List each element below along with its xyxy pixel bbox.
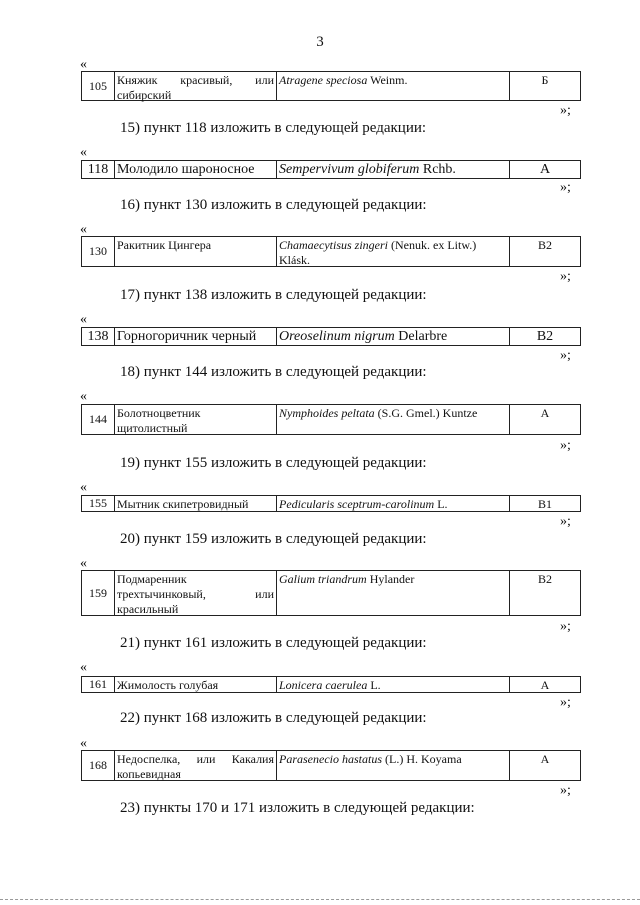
russian-name <box>115 237 277 266</box>
row-number: 138 <box>82 328 115 345</box>
page-bottom-edge <box>0 899 640 900</box>
russian-name-line: Княжик красивый, или <box>117 73 274 87</box>
latin-author: Rchb. <box>419 162 456 177</box>
latin-name <box>277 677 510 692</box>
russian-name-line: Жимолость голубая <box>117 678 219 692</box>
latin-name <box>277 496 510 511</box>
close-quote: »; <box>560 180 571 195</box>
russian-name-line: Мытник скипетровидный <box>117 497 249 511</box>
russian-name-line: Молодило шароносное <box>117 162 255 177</box>
latin-author: Hylander <box>366 572 415 586</box>
instruction: 16) пункт 130 изложить в следующей редакции: <box>120 197 427 213</box>
latin-name <box>277 72 510 100</box>
row-number: 159 <box>82 571 115 615</box>
russian-name <box>115 677 277 692</box>
latin-author: (S.G. Gmel.) Kuntze <box>374 406 478 420</box>
open-quote: « <box>80 312 87 327</box>
latin-genus-species: Lonicera caerulea <box>279 678 368 692</box>
latin-genus-species: Chamaecytisus zingeri <box>279 238 388 252</box>
latin-author: L. <box>367 678 381 692</box>
latin-author: L. <box>434 497 448 511</box>
category: B2 <box>536 329 554 344</box>
open-quote: « <box>80 736 87 751</box>
instruction: 22) пункт 168 изложить в следующей редакции: <box>120 710 427 726</box>
russian-name-line: Болотноцветник <box>117 406 201 420</box>
open-quote: « <box>80 389 87 404</box>
russian-name <box>115 405 277 434</box>
instruction: 20) пункт 159 изложить в следующей редакции: <box>120 531 427 547</box>
instruction: 23) пункты 170 и 171 изложить в следующей редакции: <box>120 800 475 816</box>
russian-name-line: Недоспелка, или Какалия <box>117 752 274 766</box>
latin-name <box>277 571 510 615</box>
russian-name <box>115 496 277 511</box>
table-row <box>81 236 581 267</box>
category: B2 <box>537 238 552 252</box>
category: Б <box>541 73 549 87</box>
category: B2 <box>537 572 552 586</box>
category: А <box>539 162 551 177</box>
table-row <box>81 327 581 346</box>
table-row <box>81 160 581 179</box>
row-number: 105 <box>82 72 115 100</box>
latin-name <box>277 237 510 266</box>
category: А <box>540 752 550 766</box>
page-number: 3 <box>316 34 324 50</box>
latin-author: (Nenuk. ex Litw.) Klásk. <box>279 238 477 267</box>
row-number: 161 <box>82 677 115 692</box>
category: А <box>540 678 550 692</box>
close-quote: »; <box>560 438 571 453</box>
russian-name-line: Подмаренник <box>117 572 187 586</box>
open-quote: « <box>80 480 87 495</box>
latin-genus-species: Nymphoides peltata <box>279 406 375 420</box>
russian-name-line: Горногоричник черный <box>117 329 257 344</box>
russian-name <box>115 751 277 780</box>
latin-author: (L.) H. Koyama <box>382 752 462 766</box>
close-quote: »; <box>560 103 571 118</box>
close-quote: »; <box>560 348 571 363</box>
instruction: 19) пункт 155 изложить в следующей редакции: <box>120 455 427 471</box>
instruction: 18) пункт 144 изложить в следующей редакции: <box>120 364 427 380</box>
latin-genus-species: Parasenecio hastatus <box>279 752 382 766</box>
latin-name <box>277 405 510 434</box>
table-row <box>81 676 581 693</box>
latin-author: Delarbre <box>394 329 448 344</box>
open-quote: « <box>80 660 87 675</box>
row-number: 118 <box>82 161 115 178</box>
row-number: 144 <box>82 405 115 434</box>
category: B1 <box>537 497 552 511</box>
latin-genus-species: Sempervivum globiferum <box>279 162 420 177</box>
latin-name <box>277 328 510 345</box>
table-row <box>81 570 581 616</box>
instruction: 15) пункт 118 изложить в следующей редакции: <box>120 120 427 136</box>
latin-genus-species: Pedicularis sceptrum-carolinum <box>279 497 435 511</box>
instruction: 17) пункт 138 изложить в следующей редакции: <box>120 287 427 303</box>
latin-name <box>277 751 510 780</box>
russian-name <box>115 161 277 178</box>
row-number: 168 <box>82 751 115 780</box>
latin-genus-species: Oreoselinum nigrum <box>279 329 395 344</box>
table-row <box>81 71 581 101</box>
open-quote: « <box>80 145 87 160</box>
russian-name-line: сибирский <box>117 88 172 102</box>
instruction: 21) пункт 161 изложить в следующей редакции: <box>120 635 427 651</box>
russian-name-line: трехтычинковый, или <box>117 587 274 601</box>
close-quote: »; <box>560 514 571 529</box>
russian-name-line: красильный <box>117 602 179 616</box>
russian-name-line: копьевидная <box>117 767 181 781</box>
close-quote: »; <box>560 695 571 710</box>
latin-genus-species: Galium triandrum <box>279 572 367 586</box>
close-quote: »; <box>560 269 571 284</box>
close-quote: »; <box>560 783 571 798</box>
russian-name <box>115 571 277 615</box>
russian-name-line: Ракитник Цингера <box>117 238 212 252</box>
latin-name <box>277 161 510 178</box>
russian-name <box>115 328 277 345</box>
latin-author: Weinm. <box>367 73 408 87</box>
open-quote: « <box>80 57 87 72</box>
open-quote: « <box>80 556 87 571</box>
row-number: 155 <box>82 496 115 511</box>
table-row <box>81 750 581 781</box>
russian-name-line: щитолистный <box>117 421 188 435</box>
open-quote: « <box>80 222 87 237</box>
latin-genus-species: Atragene speciosa <box>279 73 368 87</box>
category: А <box>540 406 550 420</box>
close-quote: »; <box>560 619 571 634</box>
russian-name <box>115 72 277 100</box>
row-number: 130 <box>82 237 115 266</box>
table-row <box>81 495 581 512</box>
table-row <box>81 404 581 435</box>
